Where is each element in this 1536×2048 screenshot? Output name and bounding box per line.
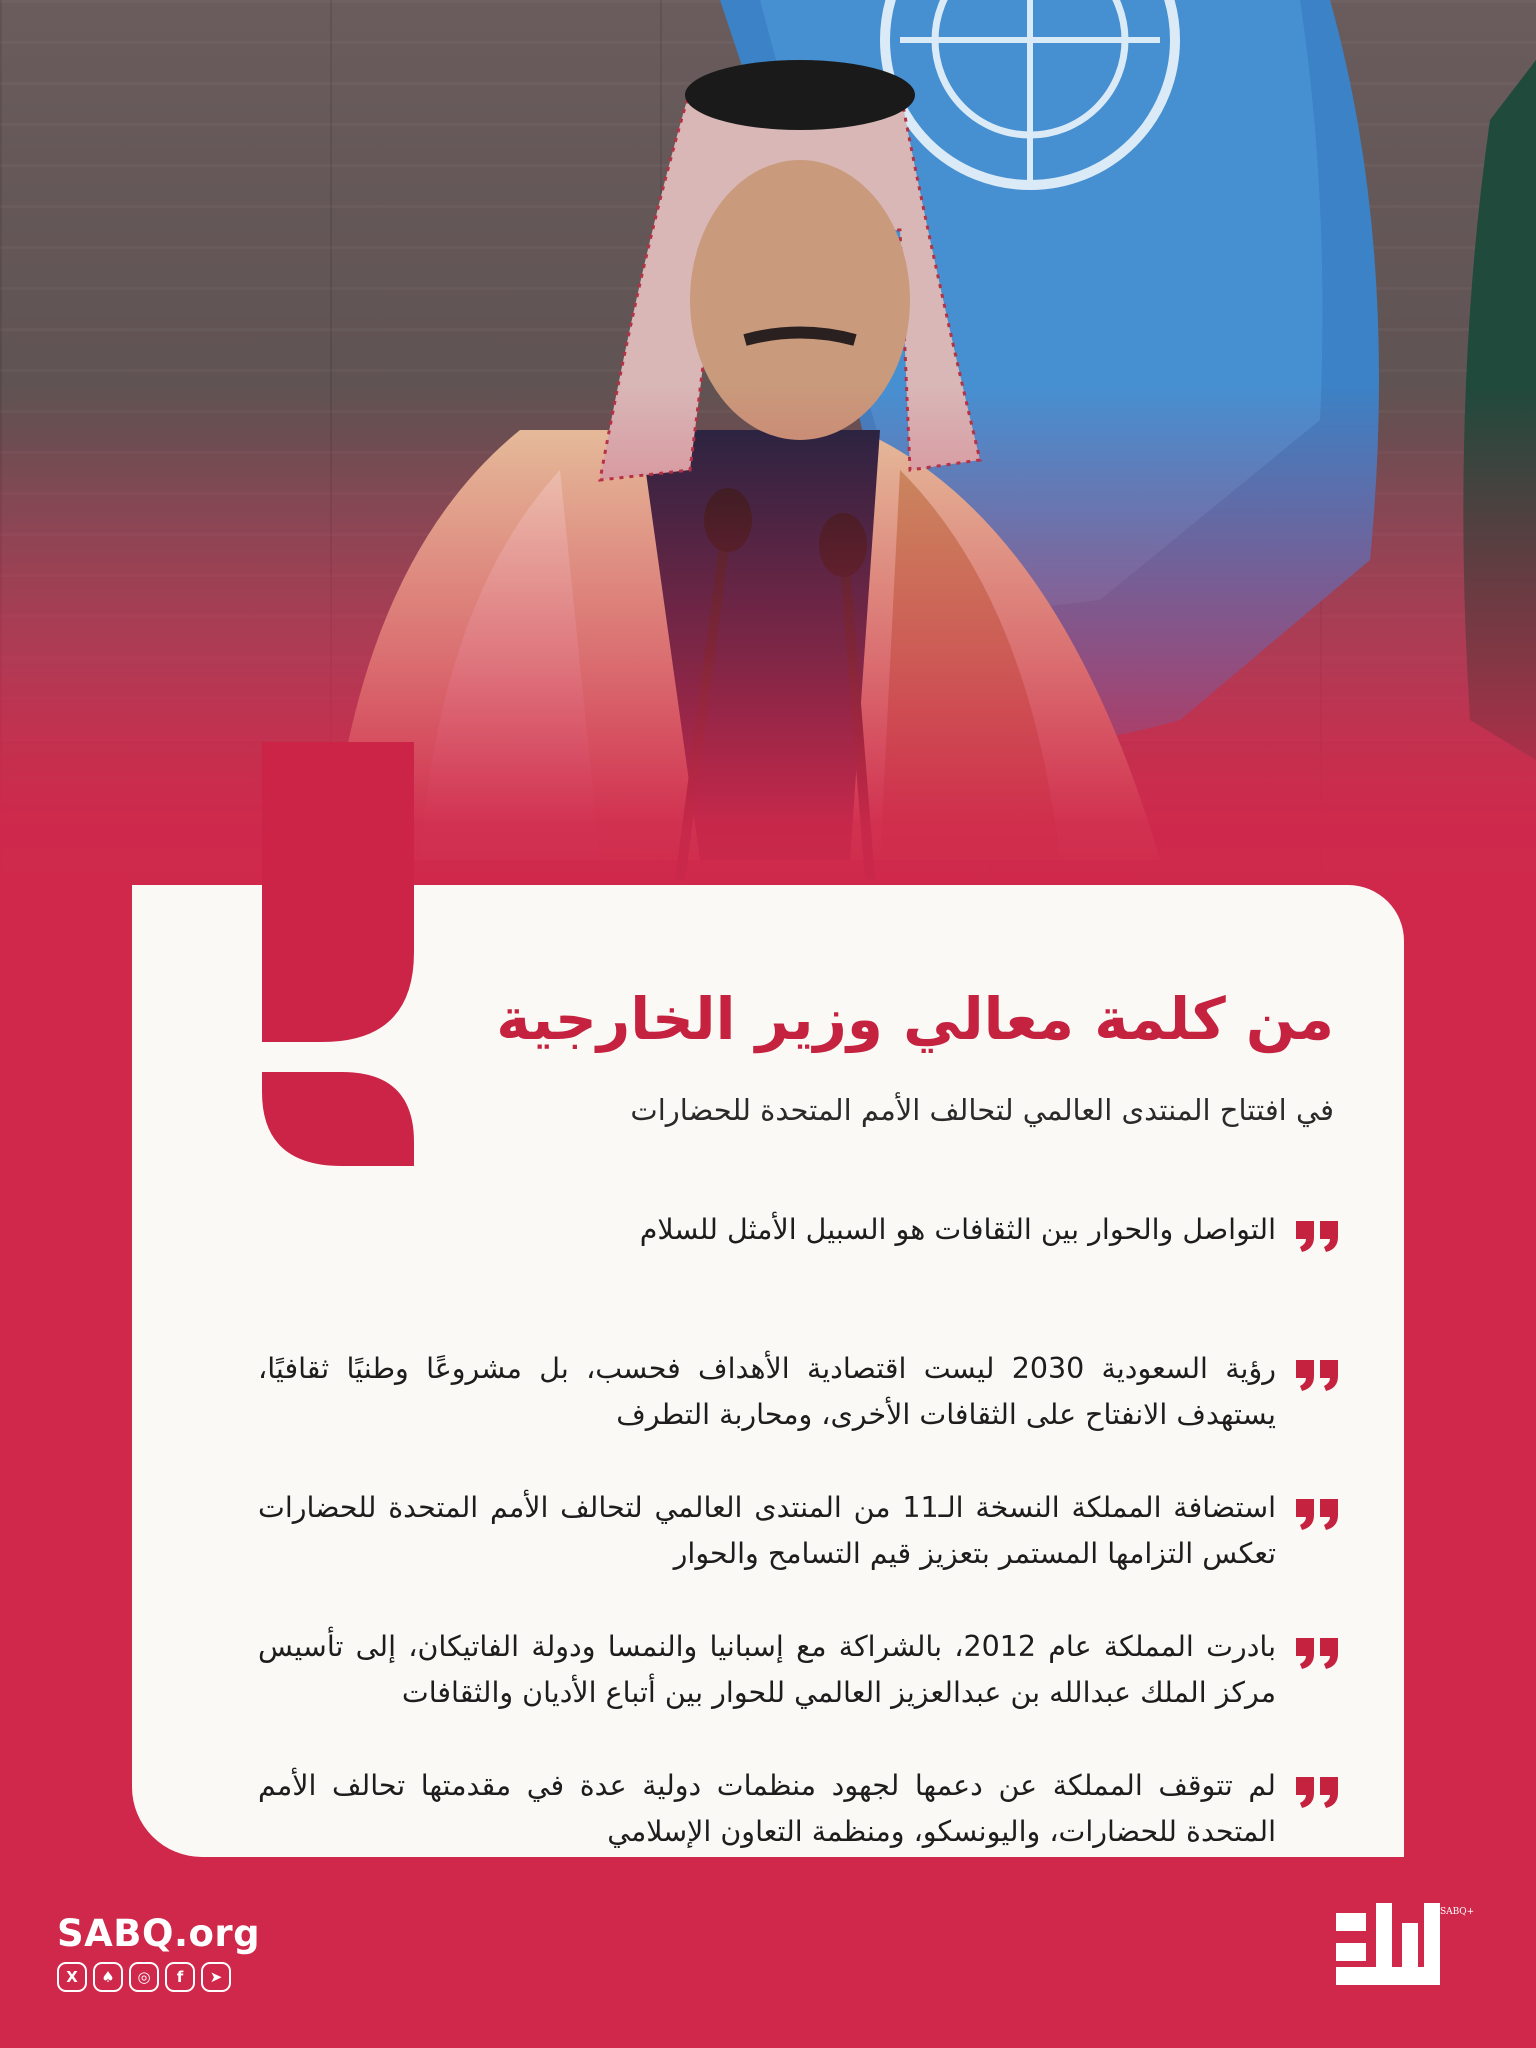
quote-item — [258, 1763, 1342, 1902]
quote-item — [258, 1485, 1342, 1624]
quote-mark-icon — [1294, 1219, 1342, 1253]
instagram-icon[interactable]: ◎ — [129, 1962, 159, 1992]
quote-text: التواصل والحوار بين الثقافات هو السبيل الأمثل للسلام — [639, 1213, 1276, 1246]
quote-mark-icon — [1294, 1775, 1342, 1809]
quotes-list — [258, 1207, 1342, 1902]
logo-tag: SABQ+ — [1440, 1907, 1475, 1917]
hero-photo — [0, 0, 1536, 960]
quote-item — [258, 1346, 1342, 1485]
photo-fade — [0, 0, 1536, 960]
quote-text: لم تتوقف المملكة عن دعمها لجهود منظمات دولية عدة في مقدمتها تحالف الأمم المتحدة للحضارات، واليونسكو، ومنظمة التعاون الإسلامي — [258, 1769, 1276, 1848]
telegram-icon[interactable]: ➤ — [201, 1962, 231, 1992]
website-link[interactable]: SABQ.org — [57, 1912, 261, 1955]
quote-mark-icon — [1294, 1636, 1342, 1670]
page-title: من كلمة معالي وزير الخارجية — [496, 985, 1334, 1053]
brand-mark-icon — [262, 742, 414, 1166]
quote-text: بادرت المملكة عام 2012، بالشراكة مع إسبانيا والنمسا ودولة الفاتيكان، إلى تأسيس مركز الملك عبدالله بن عبدالعزيز العالمي للحوار بين أتباع الأديان والثقافات — [258, 1630, 1276, 1709]
quote-mark-icon — [1294, 1358, 1342, 1392]
quote-item — [258, 1624, 1342, 1763]
snapchat-icon[interactable]: ♠ — [93, 1962, 123, 1992]
quote-text: استضافة المملكة النسخة الـ11 من المنتدى العالمي لتحالف الأمم المتحدة للحضارات تعكس التزامها المستمر بتعزيز قيم التسامح والحوار — [258, 1491, 1276, 1570]
x-icon[interactable]: X — [57, 1962, 87, 1992]
quote-item — [258, 1207, 1342, 1346]
facebook-icon[interactable]: f — [165, 1962, 195, 1992]
quote-mark-icon — [1294, 1497, 1342, 1531]
quote-text: رؤية السعودية 2030 ليست اقتصادية الأهداف فحسب، بل مشروعًا وطنيًا ثقافيًا، يستهدف الانفتاح على الثقافات الأخرى، ومحاربة التطرف — [258, 1352, 1276, 1431]
social-links — [57, 1962, 231, 1992]
page-subtitle: في افتتاح المنتدى العالمي لتحالف الأمم المتحدة للحضارات — [630, 1093, 1334, 1127]
